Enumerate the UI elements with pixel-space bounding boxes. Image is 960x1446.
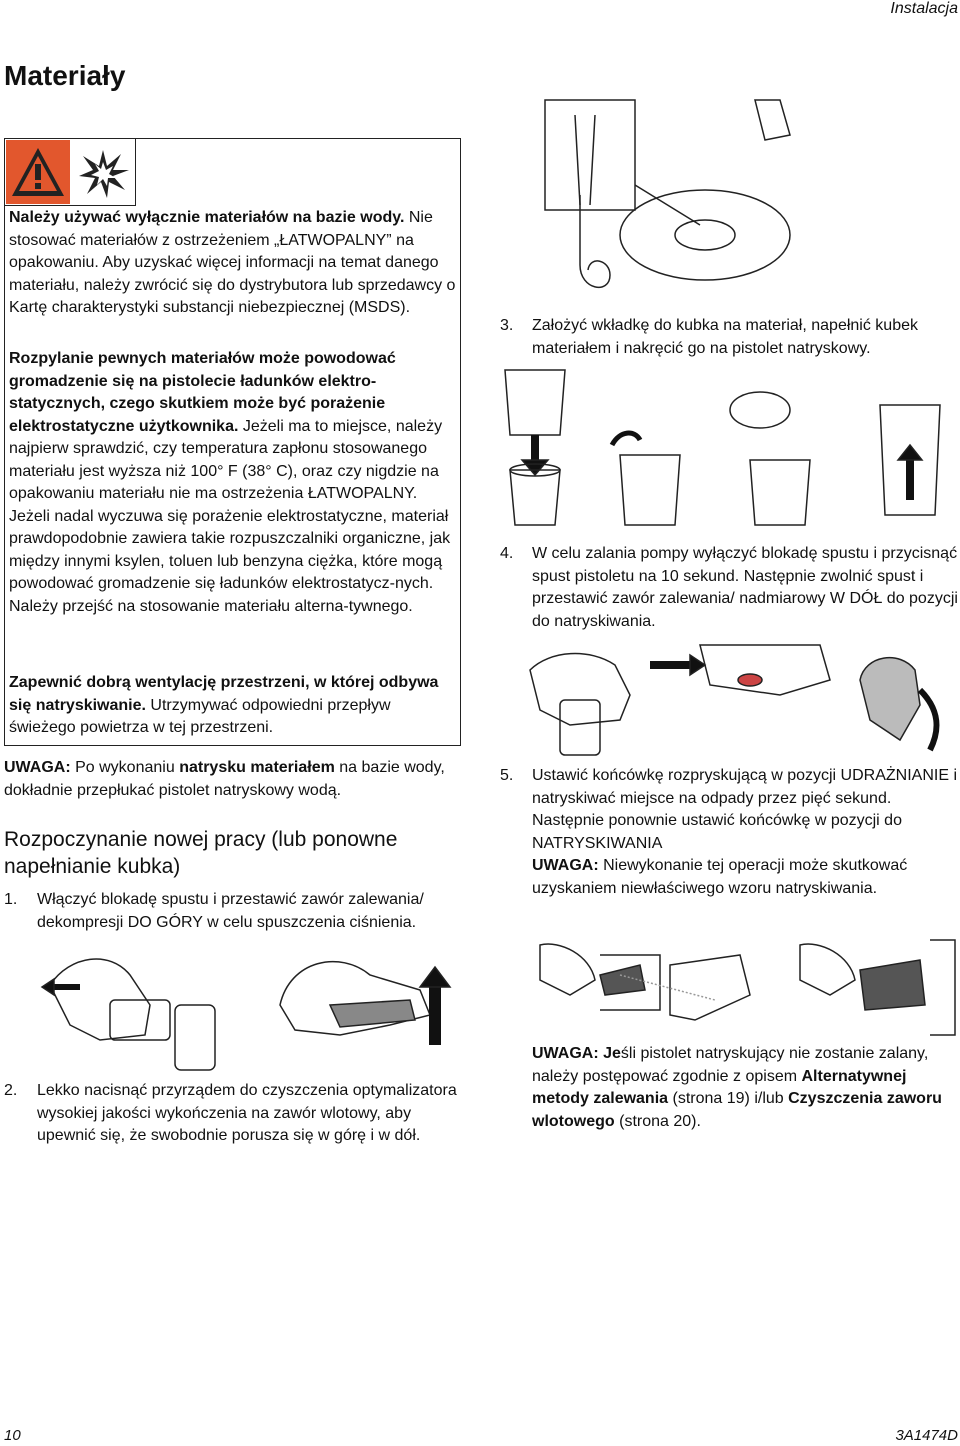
note-rinse — [4, 757, 461, 802]
explosion-icon — [71, 140, 135, 204]
step-5-note: Niewykonanie tej operacji może skutkować uzyskaniem niewłaściwego wzoru natryskiwania. — [532, 857, 908, 897]
warning-triangle-icon — [6, 140, 70, 204]
note-text-pre: Po wykonaniu — [75, 759, 175, 776]
step-3-illustration — [500, 365, 955, 530]
step-1-illustration — [40, 945, 460, 1075]
step-1-text: Włączyć blokadę spustu i przestawić zawór zalewania/ dekompresji DO GÓRY w celu spuszczenia ciśnienia. — [37, 891, 424, 931]
step-5-number: 5. — [500, 767, 514, 784]
warning-p1-bold: Należy używać wyłącznie materiałów na bazie wody. — [9, 209, 405, 226]
warning-box — [4, 138, 461, 746]
page-number: 10 — [4, 1427, 21, 1444]
step-2-number: 2. — [4, 1082, 18, 1099]
warning-p1-text: Nie stosować materiałów z ostrzeżeniem „ŁATWOPALNY” na opakowaniu. Aby uzyskać więcej informacji na temat danego materiału, należy zwrócić się do dystrybutora lub sprzedawcy o Kartę charakterystyki substancji niebezpiecznej (MSDS). — [9, 209, 456, 316]
step-1-number: 1. — [4, 891, 18, 908]
step-3-number: 3. — [500, 317, 514, 334]
note-priming — [532, 1043, 958, 1133]
warning-p2-bold: Rozpylanie pewnych materiałów może powodować gromadzenie się na pistolecie ładunków elektro-statycznych, czego skutkiem może być porażenie elektrostatyczne użytkownika. — [9, 350, 396, 435]
warning-p2-text: Jeżeli ma to miejsce, należy najpierw sprawdzić, czy temperatura zapłonu stosowanego materiału jest wyższa niż 100° F (38° C), oraz czy nigdzie na opakowaniu materiału nie ma ostrzeżenia ŁATWOPALNY. Jeżeli nadal wyczuwa się porażenie elektrostatyczne, materiał prawdopodobnie zawiera takie rozpuszczalniki organiczne, jak między innymi ksylen, toluen lub benzyna ciężka, które mogą powodować gromadzenie się ładunków elektrostatycz-nych. Należy przejść na stosowanie materiału alterna-tywnego. — [9, 417, 451, 615]
section-title: Rozpoczynanie nowej pracy (lub ponowne napełnianie kubka) — [4, 828, 398, 878]
warning-icons — [5, 139, 136, 206]
valve-tool-illustration — [540, 95, 805, 305]
note-2-mid: (strona 19) i/lub — [672, 1090, 784, 1107]
note-label: UWAGA: — [4, 759, 71, 776]
step-5-note-label: UWAGA: — [532, 857, 599, 874]
warning-para-2 — [9, 348, 456, 618]
step-5-illustration — [500, 935, 960, 1040]
note-text-bold: natrysku materiałem — [179, 759, 335, 776]
section-header: Instalacja — [890, 0, 958, 17]
warning-para-1 — [9, 207, 456, 320]
step-4-illustration — [520, 640, 950, 760]
note-text-post: na bazie wody, dokładnie przepłukać pistolet natryskowy wodą. — [4, 759, 445, 799]
step-4-number: 4. — [500, 545, 514, 562]
note-2-pre: śli pistolet natryskujący nie zostanie zalany, należy postępować zgodnie z opisem — [532, 1045, 929, 1085]
step-5-main: Ustawić końcówkę rozpryskującą w pozycji UDRAŻNIANIE i natryskiwać miejsce na odpady przez pięć sekund. Następnie ponownie ustawić końcówkę w pozycji do NATRYSKIWANIA — [532, 767, 957, 852]
step-3-text: Założyć wkładkę do kubka na materiał, napełnić kubek materiałem i nakręcić go na pistolet natryskowy. — [532, 317, 918, 357]
step-5-text — [532, 765, 958, 900]
note-2-post: (strona 20). — [619, 1112, 701, 1130]
note-2-link-valve: Czyszczenia zaworu wlotowego — [532, 1090, 942, 1130]
note-2-label: UWAGA: Je — [532, 1045, 621, 1062]
step-4-text: W celu zalania pompy wyłączyć blokadę spustu i przycisnąć spust pistoletu na 10 sekund. Następnie zwolnić spust i przestawić zawór zalewania/ nadmiarowy W DÓŁ do pozycji do natryskiwania. — [532, 545, 958, 630]
warning-p3-bold: Zapewnić dobrą wentylację przestrzeni, w której odbywa się natryskiwanie. — [9, 674, 439, 714]
document-number: 3A1474D — [895, 1427, 958, 1444]
step-2-text: Lekko nacisnąć przyrządem do czyszczenia optymalizatora wysokiej jakości wykończenia na zawór wlotowy, aby upewnić się, że swobodnie porusza się w górę i w dół. — [37, 1082, 457, 1144]
warning-p3-text: Utrzymywać odpowiedni przepływ świeżego powietrza w tej przestrzeni. — [9, 696, 391, 736]
note-2-link-priming: Alternatywnej metody zalewania — [532, 1067, 907, 1107]
warning-para-3 — [9, 672, 456, 740]
page-title: Materiały — [4, 60, 126, 91]
